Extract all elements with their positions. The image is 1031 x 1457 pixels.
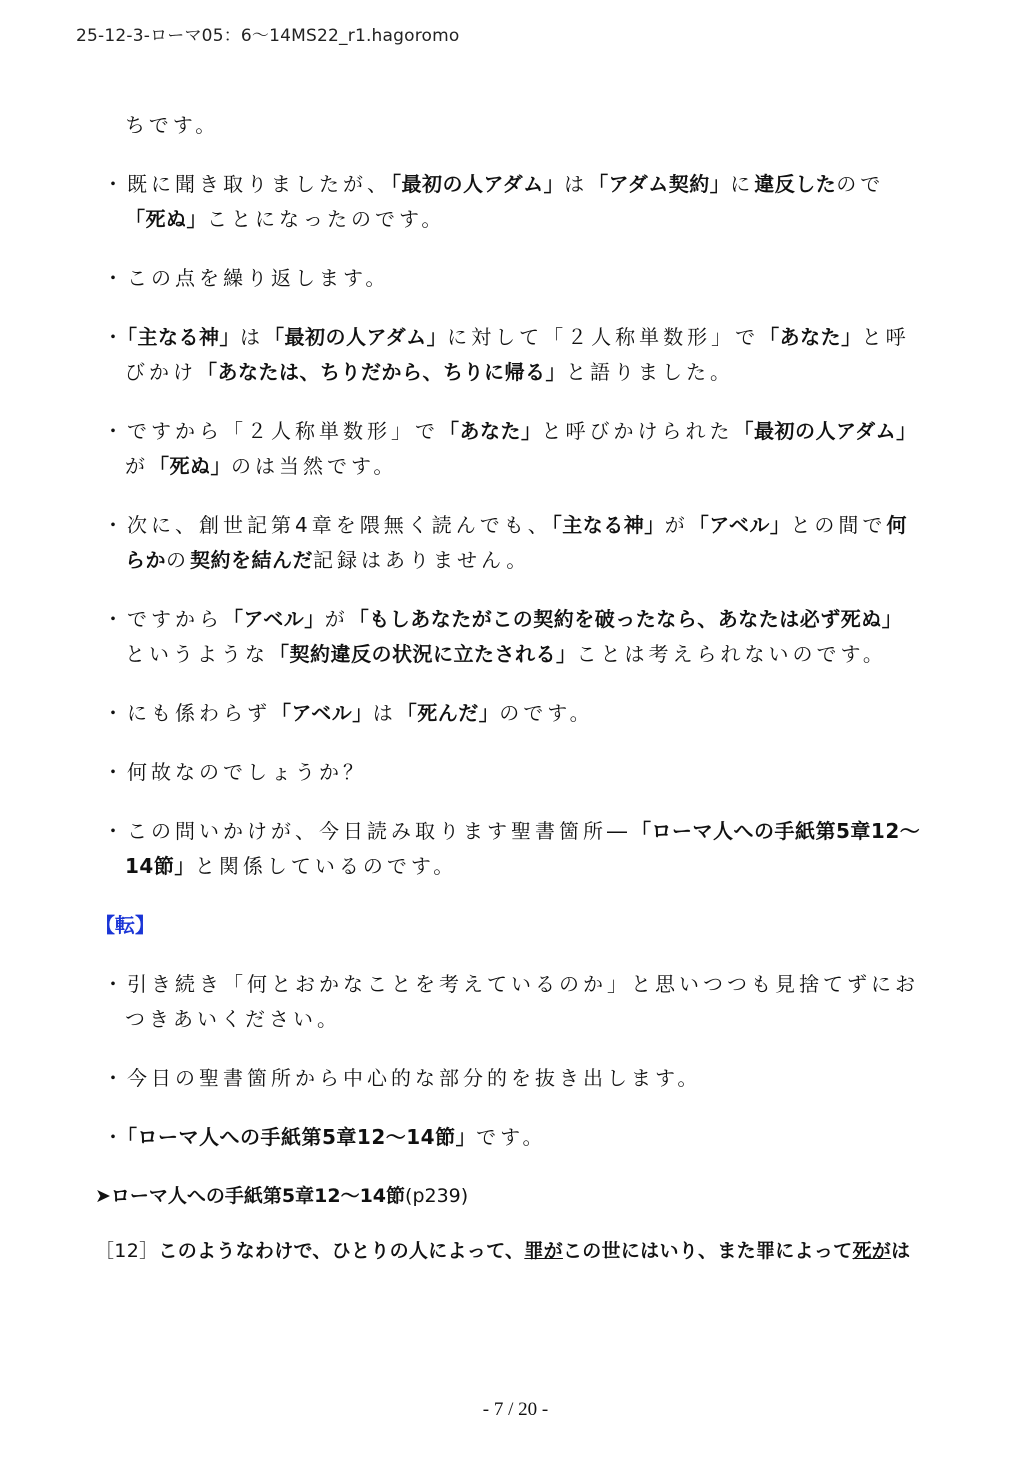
paragraph: ・ですから「２人称単数形」で「あなた」と呼びかけられた「最初の人アダム」が「死ぬ」のは当然です。 [103,419,917,478]
paragraph: ・にも係わらず「アベル」は「死んだ」のです。 [103,701,594,725]
paragraph: ・引き続き「何とおかなことを考えているのか」と思いつつも見捨てずにおつきあいください。 [103,972,919,1031]
scripture-reference-heading: ➤ローマ人への手紙第5章12～14節(p239) [95,1185,469,1207]
paragraph: ・この問いかけが、今日読み取ります聖書箇所―「ローマ人への手紙第5章12～14節」と関係しているのです。 [103,819,921,878]
paragraph: ・既に聞き取りましたが、「最初の人アダム」は「アダム契約」に違反したので「死ぬ」ことになったのです。 [103,172,885,231]
paragraph: ・この点を繰り返します。 [103,266,390,290]
paragraph: ・ですから「アベル」が「もしあなたがこの契約を破ったなら、あなたは必ず死ぬ」というような「契約違反の状況に立たされる」ことは考えられないのです。 [103,607,903,666]
paragraph: ・何故なのでしょうか？ [103,760,367,784]
document-body [95,108,923,1269]
scripture-verse: ［12］このようなわけで、ひとりの人によって、罪がこの世にはいり、また罪によって死がは [95,1240,911,1262]
page-number: - 7 / 20 - [482,1399,549,1420]
section-heading: 【転】 [95,913,155,937]
document-header-filename: 25-12-3-ローマ05：6～14MS22_r1.hagoromo [76,26,460,46]
paragraph: ちです。 [125,113,220,137]
paragraph: ・今日の聖書箇所から中心的な部分的を抜き出します。 [103,1066,702,1090]
paragraph: ・「ローマ人への手紙第5章12～14節」です。 [103,1125,547,1149]
paragraph: ・次に、創世記第4章を隈無く読んでも、「主なる神」が「アベル」との間で何らかの契約を結んだ記録はありません。 [103,513,907,572]
paragraph: ・「主なる神」は「最初の人アダム」に対して「２人称単数形」で「あなた」と呼びかけ「あなたは、ちりだから、ちりに帰る」と語りました。 [103,325,910,384]
